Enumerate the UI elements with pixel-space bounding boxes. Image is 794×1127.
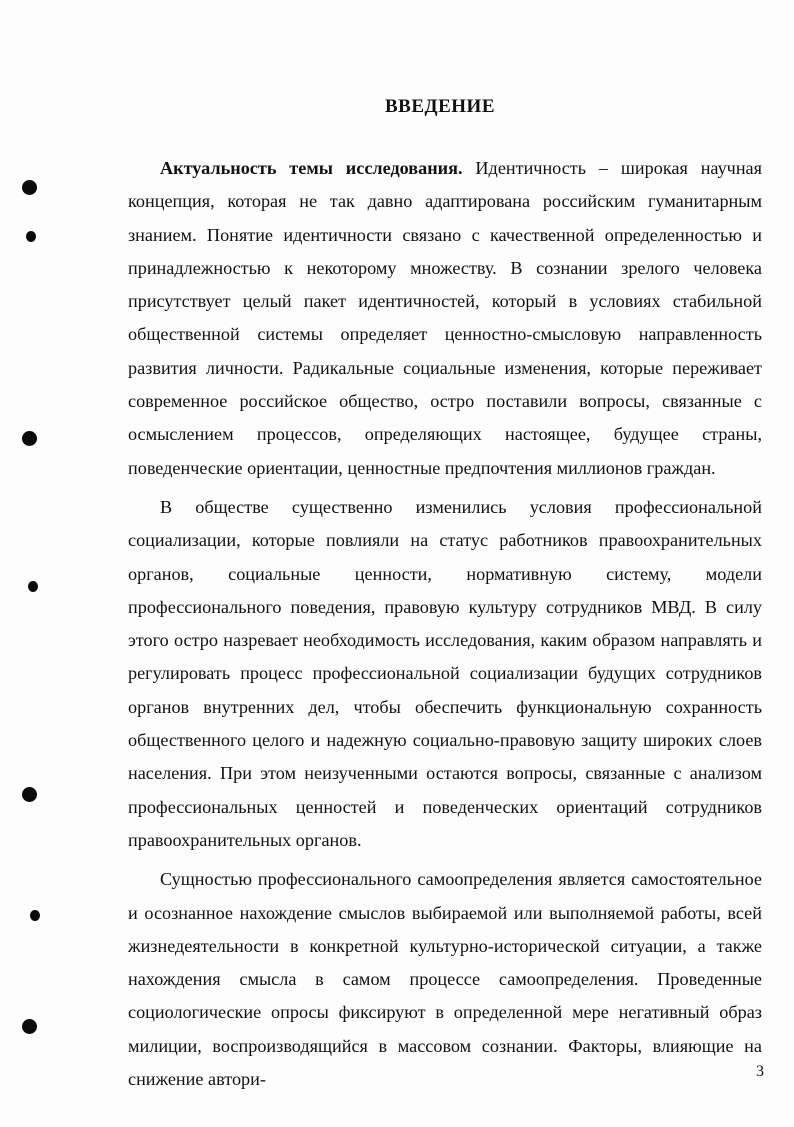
punch-hole-7 [22, 1019, 37, 1034]
paragraph-3 [128, 863, 762, 1096]
page-title: ВВЕДЕНИЕ [385, 96, 495, 117]
page-number: 3 [756, 1063, 764, 1080]
body-text [128, 152, 762, 1096]
paragraph-2 [128, 491, 762, 857]
punch-hole-3 [22, 431, 37, 446]
punch-hole-1 [22, 180, 37, 195]
paragraph-2-text: В обществе существенно изменились условия профессиональной социализации, которые повлияли на статус работников правоохранительных органов, социальные ценности, нормативную систему, модели профессионального поведения, правовую культуру сотрудников МВД. В силу этого остро назревает необходимость исследования, каким образом направлять и регулировать процесс профессиональной социализации будущих сотрудников органов внутренних дел, чтобы обеспечить функциональную сохранность общественного целого и надежную социально-правовую защиту широких слоев населения. При этом неизученными остаются вопросы, связанные с анализом профессиональных ценностей и поведенческих ориентаций сотрудников правоохранительных органов. [128, 496, 762, 850]
paragraph-3-text: Сущностью профессионального самоопределения является самостоятельное и осознанное нахождение смыслов выбираемой или выполняемой работы, всей жизнедеятельности в конкретной культурно-исторической ситуации, а также нахождения смысла в самом процессе самоопределения. Проведенные социологические опросы фиксируют в определенной мере негативный образ милиции, воспроизводящийся в массовом сознании. Факторы, влияющие на снижение автори- [128, 869, 762, 1090]
punch-hole-6 [30, 910, 40, 921]
punch-hole-4 [28, 581, 38, 592]
punch-hole-5 [22, 787, 37, 802]
paragraph-1 [128, 152, 762, 485]
paragraph-1-lead: Актуальность темы исследования. [160, 158, 463, 178]
paragraph-1-text: Идентичность – широкая научная концепция, которая не так давно адаптирована российским гуманитарным знанием. Понятие идентичности связано с качественной определенностью и принадлежностью к некоторому множеству. В сознании зрелого человека присутствует целый пакет идентичностей, который в условиях стабильной общественной системы определяет ценностно-смысловую направленность развития личности. Радикальные социальные изменения, которые переживает современное российское общество, остро поставили вопросы, связанные с осмыслением процессов, определяющих настоящее, будущее страны, поведенческие ориентации, ценностные предпочтения миллионов граждан. [128, 158, 762, 478]
punch-hole-2 [26, 231, 36, 242]
